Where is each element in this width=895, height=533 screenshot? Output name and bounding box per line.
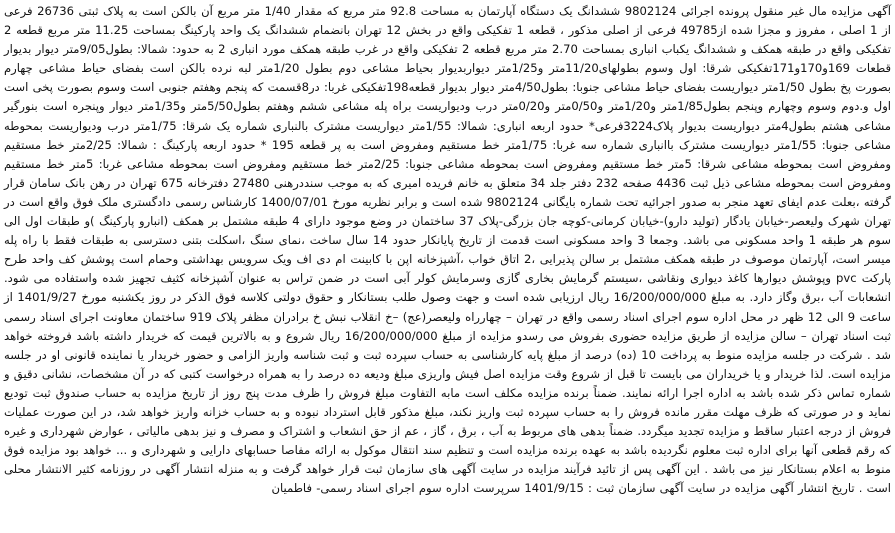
auction-notice-document bbox=[4, 2, 891, 529]
auction-notice-text: آگهی مزایده مال غیر منقول پرونده اجرائی 9802124 ششدانگ یک دستگاه آپارتمان به مساحت 92.8 متر مربع که مقدار 1/40 متر مربع آن بالکن است به پلاک ثبتی 26736 فرعی از 1 اصلی ، مفروز و مجزا شده از49785 فرعی از اصلی مذکور ، قطعه 1 تفکیکی واقع در بخش 12 تهران بانضمام ششدانگ یک واحد پارکینگ بمساحت 11.25 متر مربع قطعه 2 تفکیکی واقع در طبقه همکف و ششدانگ یکباب انباری بمساحت 2.70 متر مربع قطعه 2 تفکیکی واقع در غرب طبقه همکف مورد انباری 2 به حدود: شمالا: بطول9/05متر دیوار بدیوار قطعات 169و170و171تفکیکی شرقا: اول وسوم بطولهای11/20متر و1/25متر دیواربدیوار بحیاط مشاعی دوم بطول 1/20متر لبه نرده بالکن است بفضای حیاط مشاعی چهارم بصورت پخ بطول 1/50متر دیواریست بفضای حیاط مشاعی جنوبا: بطول4/50متر دیوار بدیوار قطعه198تفکیکی غربا: در8قسمت که پنجم وهفتم جنوبی است وسوم بصورت پخی است اول و.دوم وسوم وچهارم وپنجم بطول1/85متر و1/20متر و0/50متر و0/20متر درب ودیواریست براه پله مشاعی ششم وهفتم بطول5/50متر و1/35متر دیوار وپنجره است بنورگیر مشاعی هشتم بطول4متر دیواریست بدیوار پلاک3224فرعی* حدود اربعه انباری: شمالا: 1/55متر دیواریست مشترک بالنباری شماره یک شرقا: 1/75متر درب ودیواریست بمحوطه مشاعی جنوبا: 1/55متر دیواریست مشترک باانباری شماره سه غربا: 1/75متر خط مستقیم ومفروض است به پر قطعه 195 * حدود اربعه پارکینگ : شمالا: 2/25متر خط مستقیم ومفروض است بمحوطه مشاعی شرقا: 5متر خط مستقیم ومفروض است بمحوطه مشاعی جنوبا: 2/25متر خط مستقیم ومفروض است بمحوطه مشاعی غربا: 5متر خط مستقیم ومفروض است بمحوطه مشاعی ذیل ثبت 4436 صفحه 232 دفتر جلد 34 متعلق به خانم فریده امیری که به موجب سنددرهنی 27480 دفترخانه 675 تهران در رهن بانک سامان قرار گرفته ،بعلت عدم ایفای تعهد منجر به صدور اجرائیه تحت شماره بایگانی 9802124 شده است و برابر نظریه مورخ 1400/07/01 کارشناس رسمی دادگستری ملک فوق واقع است در تهران شهرک ولیعصر-خیابان یادگار (تولید دارو)-خیابان کرمانی-کوچه جان بزرگی-پلاک 37 ساختمان در وضع موجود دارای 4 طبقه مشتمل بر همکف (انبارو پارکینگ )و طبقات اول الی سوم هر طبقه 1 واحد مسکونی می باشد. وجمعا 3 واحد مسکونی است قدمت از تاریخ پایانکار حدود 14 سال ساخت ،نمای سنگ ،اسکلت بتنی دسترسی به طبقات فقط با راه پله میسر است، آپارتمان موصوف در طبقه همکف مشتمل بر سالن پذیرایی ،2 اتاق خواب ،آشپزخانه اپن با کابینت ام دی اف ویک سرویس بهداشتی وحمام است پوشش کف واحد طرح پارکت pvc وپوشش دیوارها کاغذ دیواری ونقاشی ،سیستم گرمایش بخاری گازی وسرمایش کولر آبی است در ضمن تراس به عنوان آشپزخانه کثیف تجهیز شده واستفاده می شود. انشعابات آب ،برق وگاز دارد. به مبلغ 16/200/000/000 ریال ارزیابی شده است و جهت وصول طلب بستانکار و حقوق دولتی کلاسه فوق الذکر در روز یکشنبه مورخ 1401/9/27 از ساعت 9 الی 12 ظهر در محل اداره سوم اجرای اسناد رسمی واقع در تهران – چهارراه ولیعصر(عج) –خ انقلاب نبش خ برادران مظفر پلاک 919 ساختمان معاونت اجرای اسناد رسمی ثبت اسناد تهران – سالن مزایده از طریق مزایده حضوری بفروش می رسدو مزایده از مبلغ 16/200/000/000 ریال شروع و به بالاترین قیمت که خریدار داشته باشد فروخته خواهد شد . شرکت در جلسه مزایده منوط به پرداخت 10 (ده) درصد از مبلغ پایه کارشناسی به حساب سپرده ثبت و ثبت شناسه واریز الزامی و حضور خریدار یا نماینده قانونی او در جلسه مزایده است. لذا خریدار و یا خریداران می بایست تا قبل از شروع وقت مزایده اصل فیش واریزی مبلغ ودیعه ده درصد را به همراه درخواست کتبی که در آن مشخصات، نشانی دقیق و شماره تماس ذکر شده باشد به اداره اجرا ارائه نمایند. ضمناً برنده مزایده مکلف است مابه التفاوت مبلغ فروش را ظرف مدت پنج روز از تاریخ مزایده به حساب صندوق ثبت تودیع نماید و در صورتی که ظرف مهلت مقرر مانده فروش را به حساب سپرده ثبت واریز نکند، مبلغ مذکور قابل استرداد نبوده و به حساب خزانه واریز خواهد شد، در این صورت عملیات فروش از درجه اعتبار ساقط و مزایده تجدید میگردد. ضمناً بدهی های مربوط به آب ، برق ، گاز ، عم از حق انشعاب و اشتراک و مصرف و نیز بدهی مالیاتی ، عوارض شهرداری و غیره که رقم قطعی آنها برای اداره ثبت معلوم نگردیده باشد به عهده برنده مزایده است و تنظیم سند انتقال موکول به ارائه مفاصا حسابهای دارایی و شهرداری و ... خواهد بود مزایده فوق منوط به اعلام بستانکار نیز می باشد . این آگهی پس از تائید فرآیند مزایده در سایت آگهی های سازمان ثبت قرار خواهد گرفت و به منزله انتشار آگهی در روزنامه کثیر الانتشار محلی است . تاریخ انتشار آگهی مزایده در سایت آگهی سازمان ثبت : 1401/9/15 سرپرست اداره سوم اجرای اسناد رسمی- فاطمیان bbox=[4, 4, 892, 496]
